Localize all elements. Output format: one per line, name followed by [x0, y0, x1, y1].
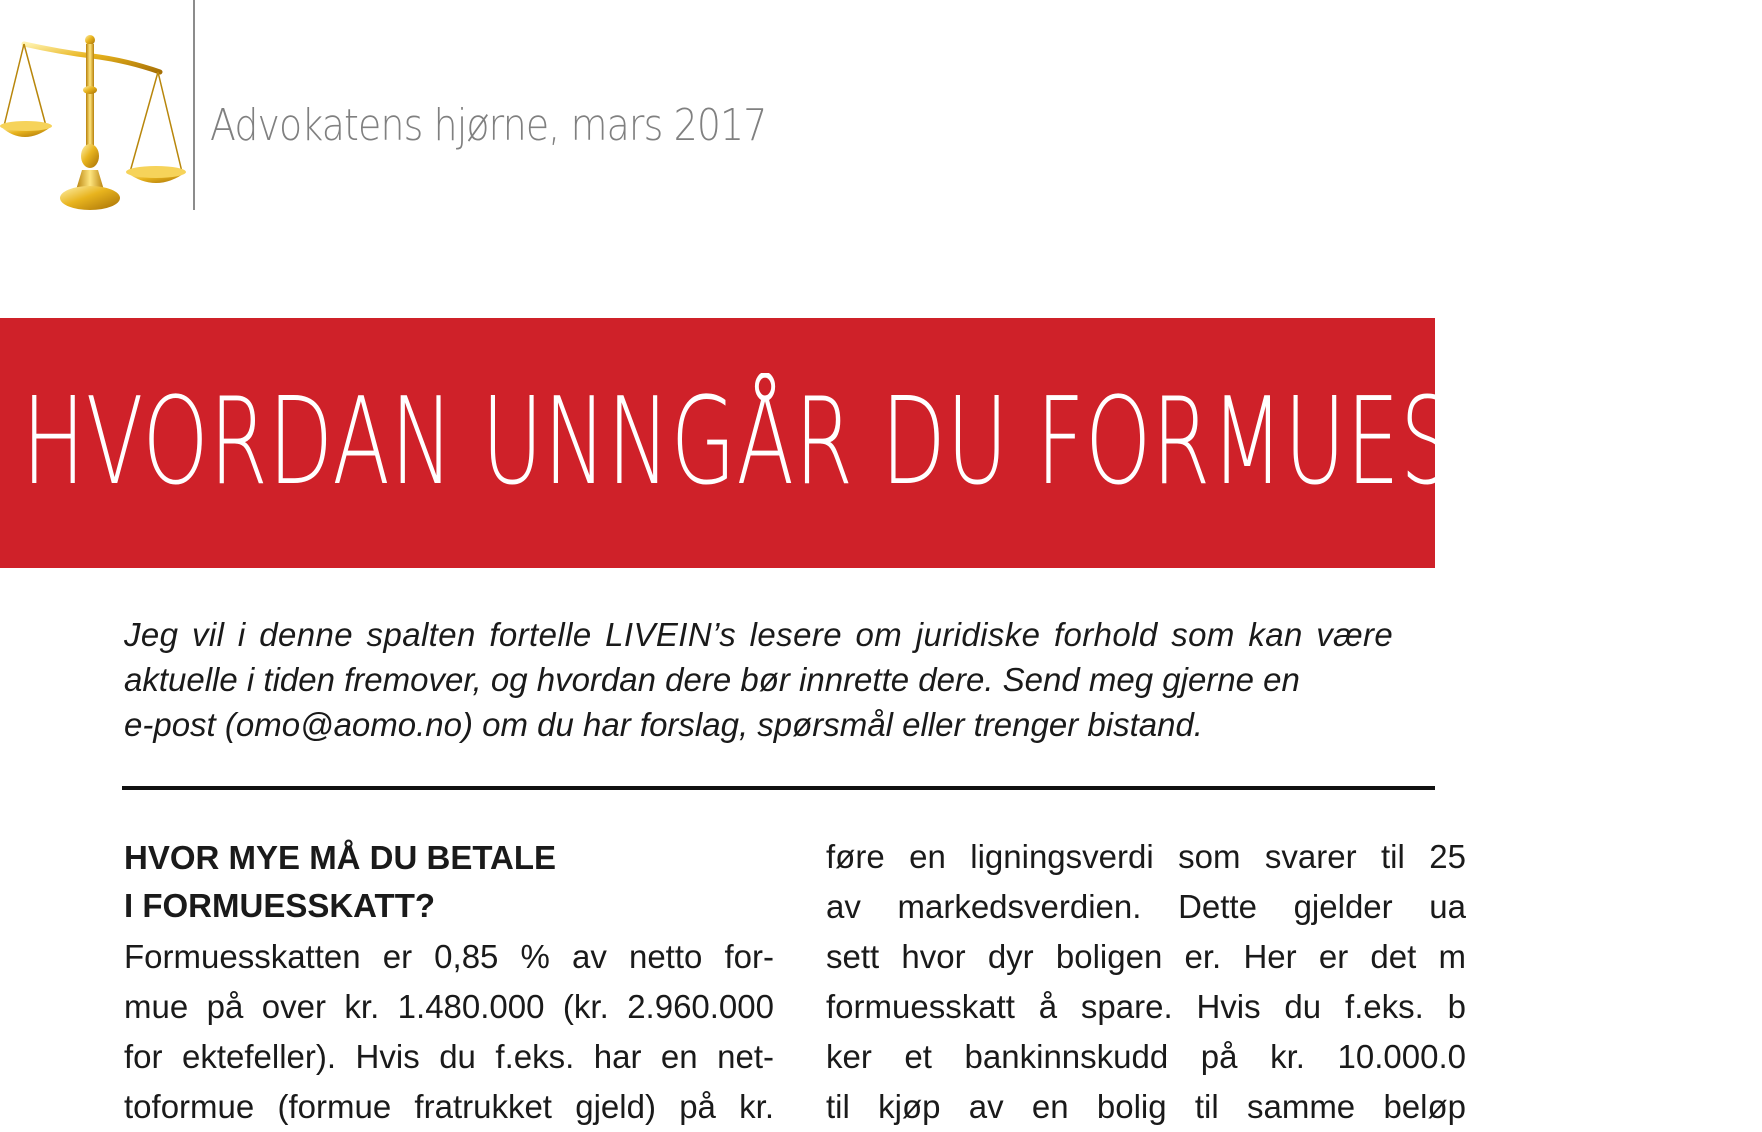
intro-line: Jeg vil i denne spalten fortelle LIVEIN’s lesere om juridiske forhold som kan være: [124, 616, 1394, 653]
scales-of-justice-icon: [0, 30, 186, 220]
body-text-line: Formuesskatten er 0,85 % av netto for-: [124, 938, 774, 975]
body-text-line: sett hvor dyr boligen er. Her er det m: [826, 938, 1466, 975]
intro-line: e-post (omo@aomo.no) om du har forslag, spørsmål eller trenger bistand.: [124, 706, 1203, 743]
intro-line: aktuelle i tiden fremover, og hvordan dere bør innrette dere. Send meg gjerne en: [124, 661, 1300, 698]
body-text-line: av markedsverdien. Dette gjelder ua: [826, 888, 1466, 925]
column-title: Advokatens hjørne, mars 2017: [210, 100, 767, 151]
body-text-line: ker et bankinnskudd på kr. 10.000.0: [826, 1038, 1466, 1075]
article-column-right: [826, 832, 1466, 1125]
body-text-line: for ektefeller). Hvis du f.eks. har en net-: [124, 1038, 774, 1075]
intro-paragraph: [124, 612, 1435, 748]
body-text-line: mue på over kr. 1.480.000 (kr. 2.960.000: [124, 988, 774, 1025]
body-text-line: til kjøp av en bolig til samme beløp: [826, 1088, 1466, 1125]
body-text-line: formuesskatt å spare. Hvis du f.eks. b: [826, 988, 1466, 1025]
section-heading-line: I FORMUESSKATT?: [124, 887, 436, 924]
headline-banner: [0, 318, 1762, 568]
body-text-line: føre en ligningsverdi som svarer til 25: [826, 838, 1466, 875]
body-text-line: toformue (formue fratrukket gjeld) på kr.: [124, 1088, 774, 1125]
headline: HVORDAN UNNGÅR DU FORMUESSKATT?: [22, 373, 1762, 512]
section-divider: [122, 786, 1435, 790]
header-divider: [193, 0, 195, 210]
section-heading: [124, 834, 556, 930]
section-heading-line: HVOR MYE MÅ DU BETALE: [124, 839, 557, 876]
article-column-left: [124, 932, 774, 1125]
